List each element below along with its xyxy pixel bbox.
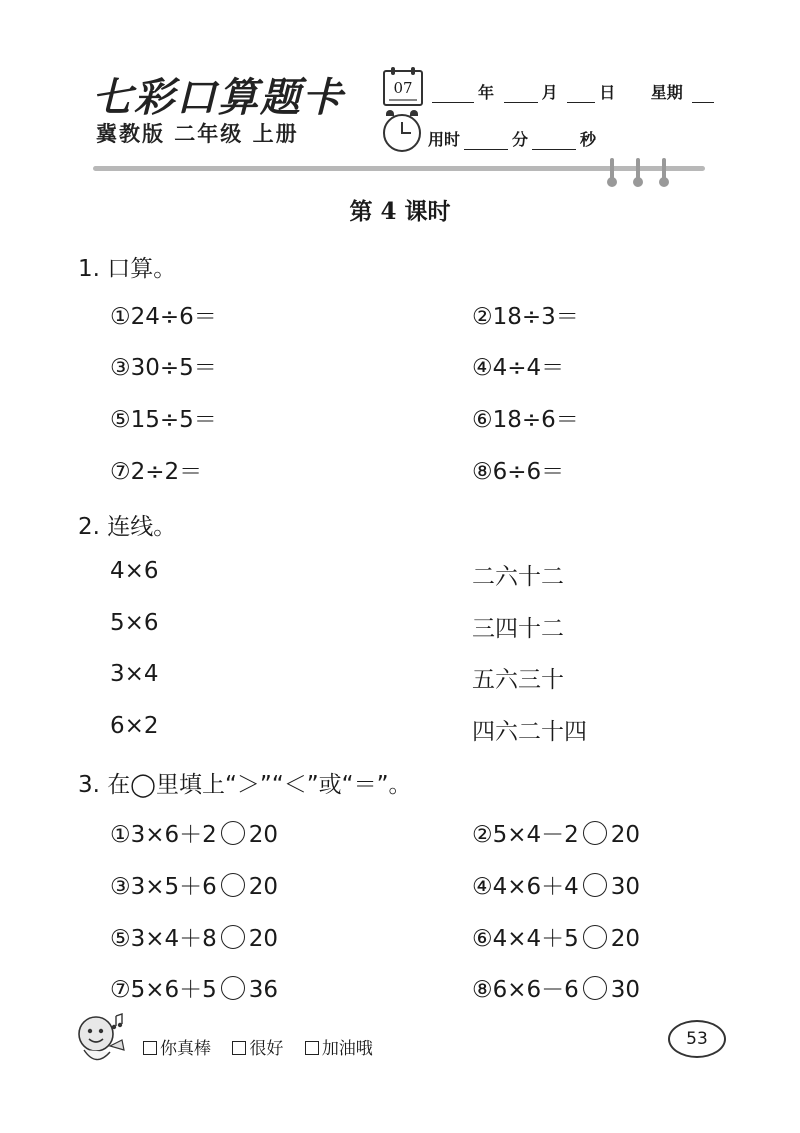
expression: 5×4－2 — [492, 822, 579, 848]
mental-math-item: ①24÷6＝ — [110, 304, 217, 330]
date-field[interactable] — [428, 80, 718, 103]
answer-circle[interactable] — [221, 925, 245, 949]
rating-label: 加油哦 — [321, 1039, 373, 1059]
mental-math-item: ⑦2÷2＝ — [110, 459, 203, 485]
checkbox-icon — [232, 1041, 246, 1055]
compare-item — [110, 920, 278, 953]
day-label: 日 — [599, 83, 616, 102]
match-left-item[interactable]: 5×6 — [110, 610, 159, 636]
compare-item — [110, 971, 278, 1004]
year-label: 年 — [478, 83, 495, 102]
section1-title: 1. 口算。 — [78, 256, 177, 282]
rating-label: 很好 — [249, 1039, 284, 1059]
compare-item — [472, 816, 640, 849]
target-value: 20 — [248, 822, 279, 848]
divider-peg — [636, 158, 640, 184]
answer-circle[interactable] — [221, 976, 245, 1000]
rating-option-great[interactable] — [143, 1039, 211, 1059]
match-left-item[interactable]: 4×6 — [110, 558, 159, 584]
target-value: 20 — [610, 822, 641, 848]
answer-circle[interactable] — [583, 976, 607, 1000]
mental-math-item: ②18÷3＝ — [472, 304, 579, 330]
time-field[interactable] — [428, 127, 596, 150]
expression: 3×6＋2 — [130, 822, 217, 848]
answer-circle[interactable] — [583, 873, 607, 897]
match-right-item[interactable]: 三四十二 — [472, 616, 564, 642]
expression: 5×6＋5 — [130, 977, 217, 1003]
mental-math-item: ④4÷4＝ — [472, 355, 565, 381]
target-value: 20 — [610, 926, 641, 952]
item-number: ⑧ — [472, 977, 493, 1003]
item-number: ⑦ — [110, 977, 131, 1003]
rating-option-good[interactable] — [232, 1039, 283, 1059]
mascot-icon — [70, 1010, 132, 1072]
edition-label: 冀教版 二年级 上册 — [96, 122, 299, 146]
clock-icon — [383, 114, 421, 152]
brand-title: 七彩口算题卡 — [92, 74, 344, 121]
answer-circle[interactable] — [221, 821, 245, 845]
expression: 3×5＋6 — [130, 874, 217, 900]
section2-title: 2. 连线。 — [78, 514, 177, 540]
section3-title: 3. 在◯里填上“＞”“＜”或“＝”。 — [78, 772, 412, 798]
month-label: 月 — [541, 83, 558, 102]
lesson-title: 第 4 课时 — [349, 198, 451, 225]
target-value: 30 — [610, 874, 641, 900]
item-number: ③ — [110, 874, 131, 900]
calendar-number: 07 — [393, 79, 413, 97]
compare-item — [472, 971, 640, 1004]
target-value: 20 — [248, 874, 279, 900]
match-right-item[interactable]: 五六三十 — [472, 667, 564, 693]
weekday-label: 星期 — [650, 83, 683, 102]
expression: 3×4＋8 — [130, 926, 217, 952]
item-number: ⑤ — [110, 926, 131, 952]
mental-math-item: ⑧6÷6＝ — [472, 459, 565, 485]
checkbox-icon — [305, 1041, 319, 1055]
item-number: ① — [110, 822, 131, 848]
answer-circle[interactable] — [583, 821, 607, 845]
match-left-item[interactable]: 3×4 — [110, 661, 159, 687]
match-right-item[interactable]: 四六二十四 — [472, 719, 587, 745]
target-value: 30 — [610, 977, 641, 1003]
item-number: ④ — [472, 874, 493, 900]
page-number: 53 — [668, 1020, 726, 1058]
rating-option-keep-going[interactable] — [305, 1039, 373, 1059]
expression: 4×6＋4 — [492, 874, 579, 900]
target-value: 20 — [248, 926, 279, 952]
match-right-item[interactable]: 二六十二 — [472, 564, 564, 590]
mental-math-item: ③30÷5＝ — [110, 355, 217, 381]
match-left-item[interactable]: 6×2 — [110, 713, 159, 739]
item-number: ② — [472, 822, 493, 848]
expression: 4×4＋5 — [492, 926, 579, 952]
compare-item — [472, 920, 640, 953]
mental-math-item: ⑥18÷6＝ — [472, 407, 579, 433]
checkbox-icon — [143, 1041, 157, 1055]
rating-label: 你真棒 — [160, 1039, 211, 1059]
time-prefix: 用时 — [428, 130, 461, 149]
compare-item — [472, 868, 640, 901]
self-rating — [143, 1034, 389, 1059]
compare-item — [110, 816, 278, 849]
calendar-icon — [383, 70, 423, 106]
expression: 6×6－6 — [492, 977, 579, 1003]
compare-item — [110, 868, 278, 901]
divider-peg — [662, 158, 666, 184]
mental-math-item: ⑤15÷5＝ — [110, 407, 217, 433]
divider-peg — [610, 158, 614, 184]
answer-circle[interactable] — [221, 873, 245, 897]
item-number: ⑥ — [472, 926, 493, 952]
minute-label: 分 — [512, 130, 529, 149]
second-label: 秒 — [580, 130, 597, 149]
answer-circle[interactable] — [583, 925, 607, 949]
target-value: 36 — [248, 977, 279, 1003]
